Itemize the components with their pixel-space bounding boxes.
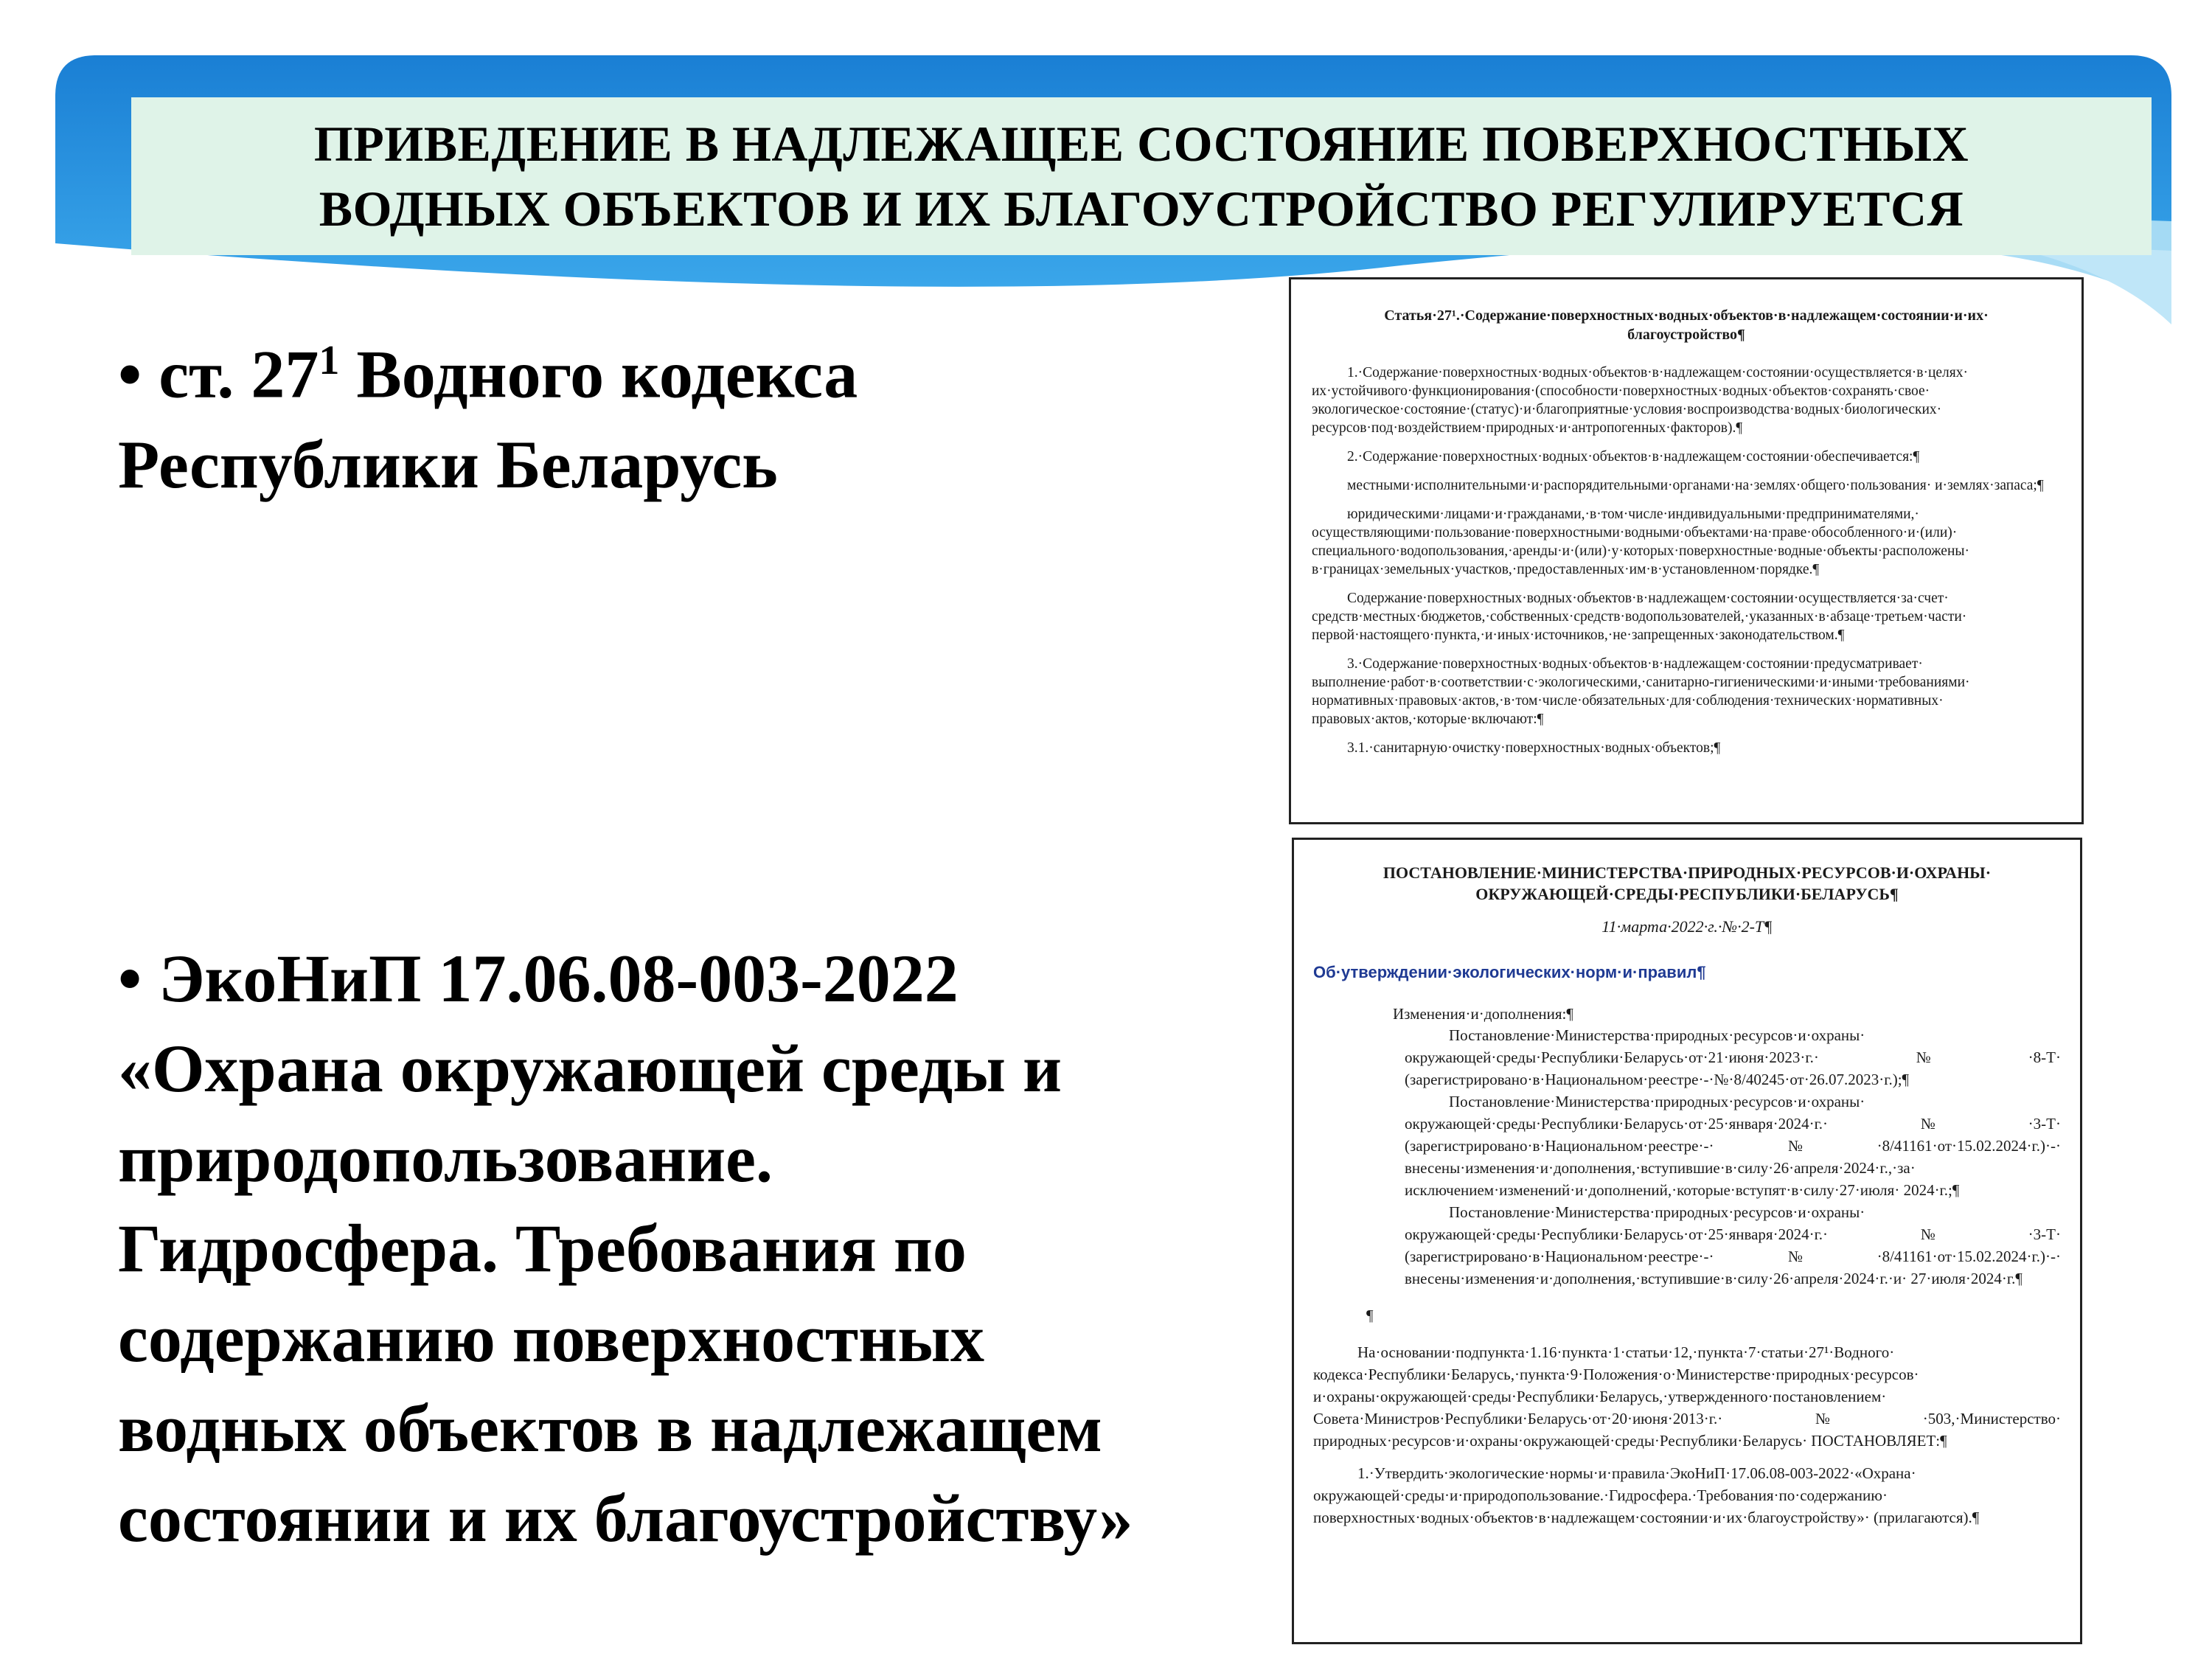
slide-title-line1: ПРИВЕДЕНИЕ В НАДЛЕЖАЩЕЕ СОСТОЯНИЕ ПОВЕРХНОСТНЫХ bbox=[313, 116, 1969, 172]
bullet-water-code-line1 bbox=[118, 316, 858, 420]
bullet-ekonip-line: состоянии и их благоустройству» bbox=[118, 1481, 1133, 1556]
doc2-amendment: Постановление·Министерства·природных·ресурсов·и·охраны· окружающей·среды·Республики·Беларусь·от·25·января·2024·г.·№·3-Т· (зарегистрировано·в·Национальном·реестре·-·№·8/41161·от·15.02.2024·г.)·-· внесены·изменения·и·дополнения,·вступившие·в·силу·26·апреля·2024·г.·и· 27·июля·2024·г.¶ bbox=[1405, 1203, 2061, 1287]
bullet-water-code-sup: 1 bbox=[319, 338, 340, 383]
doc2-amendment: Постановление·Министерства·природных·ресурсов·и·охраны· окружающей·среды·Республики·Беларусь·от·21·июня·2023·г.·№·8-Т· (зарегистрировано·в·Национальном·реестре·-·№·8/40245·от·26.07.2023·г.);¶ bbox=[1405, 1026, 2061, 1088]
doc1-paragraph: 3.·Содержание·поверхностных·водных·объектов·в·надлежащем·состоянии·предусматривает· выполнение·работ·в·соответствии·с·экологическими,·санитарно-гигиеническими·и·иными·требованиями· нормативных·правовых·актов,·в·том·числе·обязательных·для·соблюдения·технических·нормативных· правовых·актов,·которые·включают:¶ bbox=[1312, 656, 1970, 727]
doc1-paragraph: 1.·Содержание·поверхностных·водных·объектов·в·надлежащем·состоянии·осуществляется·в·целях· их·устойчивого·функционирования·(способности·поверхностных·водных·объектов·сохранять·свое· экологическое·состояние·(статус)·и·благоприятные·условия·воспроизводства·водных·биологических· ресурсов·под·воздействием·природных·и·антропогенных·факторов).¶ bbox=[1312, 365, 1968, 436]
bullet-water-code bbox=[118, 316, 858, 509]
doc2-empty-paragraph: ¶ bbox=[1366, 1307, 1374, 1324]
bullet-ekonip bbox=[118, 933, 1133, 1563]
doc1-paragraph: Содержание·поверхностных·водных·объектов·в·надлежащем·состоянии·осуществляется·за·счет· средств·местных·бюджетов,·собственных·средств·водопользователей,·указанных·в·абзаце·третьем·части· первой·настоящего·пункта,·и·иных·источников,·не·запрещенных·законодательством.¶ bbox=[1312, 591, 1967, 643]
bullet-water-code-line2: Республики Беларусь bbox=[118, 426, 778, 502]
doc2-heading: ПОСТАНОВЛЕНИЕ·МИНИСТЕРСТВА·ПРИРОДНЫХ·РЕСУРСОВ·И·ОХРАНЫ· ОКРУЖАЮЩЕЙ·СРЕДЫ·РЕСПУБЛИКИ·БЕЛАРУСЬ¶ bbox=[1382, 863, 1992, 903]
doc1-paragraph: местными·исполнительными·и·распорядительными·органами·на·землях·общего·пользования· и·землях·запаса;¶ bbox=[1347, 478, 2044, 493]
doc2-item1: 1.·Утвердить·экологические·нормы·и·правила·ЭкоНиП·17.06.08-003-2022·«Охрана· окружающей·среды·и·природопользование.·Гидросфера.·Требования·по·содержанию· поверхностных·водных·объектов·в·надлежащем·состоянии·и·их·благоустройству»· (прилагаются).¶ bbox=[1313, 1464, 1980, 1526]
bullet-ekonip-line: природопользование. bbox=[118, 1121, 773, 1196]
doc2-date: 11·марта·2022·г.·№·2-Т¶ bbox=[1601, 917, 1773, 936]
doc1-paragraph: 3.1.·санитарную·очистку·поверхностных·водных·объектов;¶ bbox=[1347, 740, 1721, 756]
doc2-subject: Об·утверждении·экологических·норм·и·правил¶ bbox=[1313, 963, 1706, 981]
bullet-ekonip-line: • ЭкоНиП 17.06.08-003-2022 bbox=[118, 941, 959, 1016]
slide-title-line2: ВОДНЫХ ОБЪЕКТОВ И ИХ БЛАГОУСТРОЙСТВО РЕГУЛИРУЕТСЯ bbox=[319, 181, 1964, 237]
slide-title bbox=[131, 97, 2152, 255]
bullet-ekonip-line: «Охрана окружающей среды и bbox=[118, 1031, 1062, 1106]
doc1-paragraph: юридическими·лицами·и·гражданами,·в·том·числе·индивидуальными·предпринимателями,· осуществляющими·пользование·поверхностными·водными·объектами·на·праве·обособленного·и·(или)· специального·водопользования,·аренды·и·(или)·у·которых·поверхностные·водные·объекты·расположены· в·границах·земельных·участков,·предоставленных·им·в·установленном·порядке.¶ bbox=[1312, 507, 1969, 577]
document-excerpt-water-code bbox=[1289, 277, 2084, 824]
doc1-heading: Статья·27¹.·Содержание·поверхностных·водных·объектов·в·надлежащем·состоянии·и·их· благоустройство¶ bbox=[1384, 307, 1989, 343]
document-excerpt-resolution bbox=[1292, 838, 2082, 1644]
bullet-water-code-rest: Водного кодекса bbox=[339, 336, 858, 412]
doc2-amendment: Постановление·Министерства·природных·ресурсов·и·охраны· окружающей·среды·Республики·Беларусь·от·25·января·2024·г.·№·3-Т· (зарегистрировано·в·Национальном·реестре·-·№·8/41161·от·15.02.2024·г.)·-· внесены·изменения·и·дополнения,·вступившие·в·силу·26·апреля·2024·г.,·за· исключением·изменений·и·дополнений,·которые·вступят·в·силу·27·июля· 2024·г.;¶ bbox=[1405, 1093, 2061, 1199]
bullet-ekonip-line: водных объектов в надлежащем bbox=[118, 1391, 1102, 1466]
bullet-ekonip-line: Гидросфера. Требования по bbox=[118, 1211, 967, 1286]
doc1-paragraph: 2.·Содержание·поверхностных·водных·объектов·в·надлежащем·состоянии·обеспечивается:¶ bbox=[1347, 449, 1920, 465]
bullet-ekonip-line: содержанию поверхностных bbox=[118, 1301, 985, 1376]
bullet-water-code-prefix: • ст. 27 bbox=[118, 336, 319, 412]
doc2-amendments-header: Изменения·и·дополнения:¶ bbox=[1393, 1005, 1573, 1023]
doc2-basis: На·основании·подпункта·1.16·пункта·1·статьи·12,·пункта·7·статьи·27¹·Водного· кодекса·Республики·Беларусь,·пункта·9·Положения·о·Министерстве·природных·ресурсов· и·охраны·окружающей·среды·Республики·Беларусь,·утвержденного·постановлением· Совета·Министров·Республики·Беларусь·от·20·июня·2013·г.·№·503,·Министерство· природных·ресурсов·и·охраны·окружающей·среды·Республики·Беларусь· ПОСТАНОВЛЯЕТ:¶ bbox=[1313, 1343, 2061, 1450]
